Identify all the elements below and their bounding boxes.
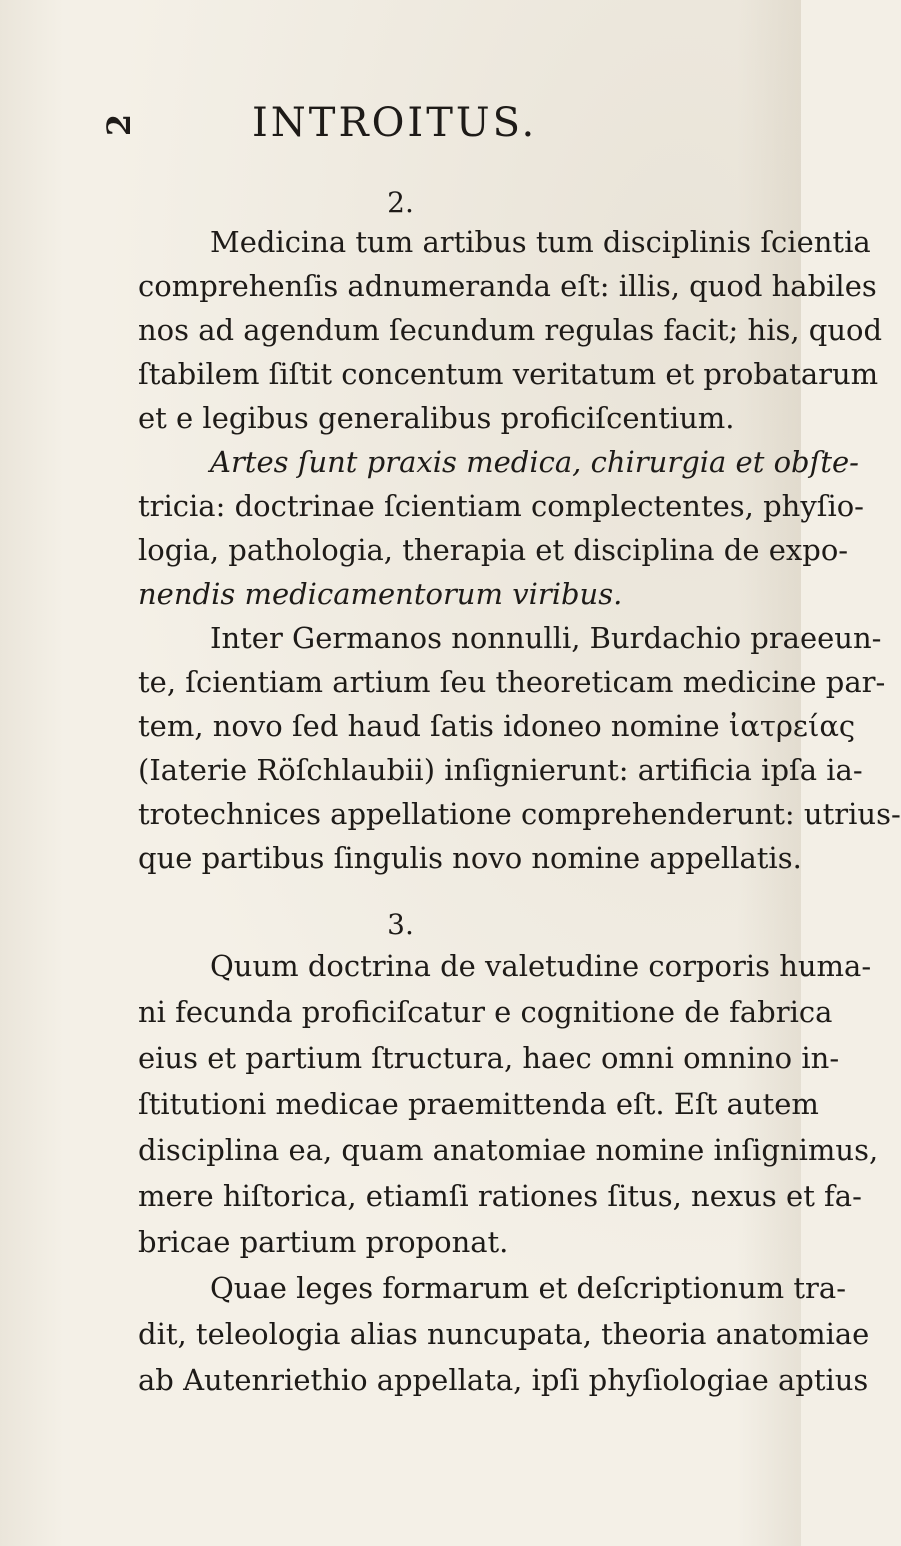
text-line: et e legibus generalibus proficiſcentium. bbox=[138, 401, 735, 435]
text-line: bricae partium proponat. bbox=[138, 1225, 509, 1259]
text-line: te, ſcientiam artium ſeu theoreticam medicine par- bbox=[138, 665, 886, 699]
text-line: eius et partium ſtructura, haec omni omnino in- bbox=[138, 1041, 840, 1075]
text-line: Quum doctrina de valetudine corporis huma- bbox=[210, 949, 872, 983]
running-head: INTROITUS. bbox=[252, 100, 538, 146]
text-line: comprehenſis adnumeranda eſt: illis, quod habiles bbox=[138, 269, 877, 303]
text-line: Inter Germanos nonnulli, Burdachio praeeun- bbox=[210, 621, 882, 655]
text-line: Artes ſunt praxis medica, chirurgia et obſte- bbox=[210, 445, 859, 479]
text-line: logia, pathologia, therapia et disciplina de expo- bbox=[138, 533, 849, 567]
text-line: dit, teleologia alias nuncupata, theoria anatomiae bbox=[138, 1317, 870, 1351]
text-line: ni fecunda proficiſcatur e cognitione de fabrica bbox=[138, 995, 833, 1029]
section-number: 3. bbox=[387, 908, 414, 941]
text-line: mere hiſtorica, etiamſi rationes ſitus, nexus et fa- bbox=[138, 1179, 862, 1213]
text-line: (Iaterie Röſchlaubii) inſignierunt: artificia ipſa ia- bbox=[138, 753, 863, 787]
text-line: tem, novo ſed haud ſatis idoneo nomine ἰατρείας bbox=[138, 709, 856, 743]
text-line: ſtabilem ſiſtit concentum veritatum et probatarum bbox=[138, 357, 879, 391]
text-line: ſtitutioni medicae praemittenda eſt. Eſt autem bbox=[138, 1087, 819, 1121]
text-line: tricia: doctrinae ſcientiam complectentes, phyſio- bbox=[138, 489, 864, 523]
text-line: trotechnices appellatione comprehenderunt: utrius- bbox=[138, 797, 901, 831]
text-line: disciplina ea, quam anatomiae nomine inſignimus, bbox=[138, 1133, 879, 1167]
text-line: Medicina tum artibus tum disciplinis ſcientia bbox=[210, 225, 871, 259]
page-number: 2 bbox=[100, 113, 139, 137]
page-header bbox=[0, 100, 801, 150]
text-line: nendis medicamentorum viribus. bbox=[138, 577, 623, 611]
text-line: ab Autenriethio appellata, ipſi phyſiologiae aptius bbox=[138, 1363, 869, 1397]
section-number: 2. bbox=[387, 186, 414, 219]
text-line: que partibus ſingulis novo nomine appellatis. bbox=[138, 841, 802, 875]
text-line: Quae leges formarum et deſcriptionum tra- bbox=[210, 1271, 846, 1305]
text-line: nos ad agendum ſecundum regulas facit; his, quod bbox=[138, 313, 883, 347]
